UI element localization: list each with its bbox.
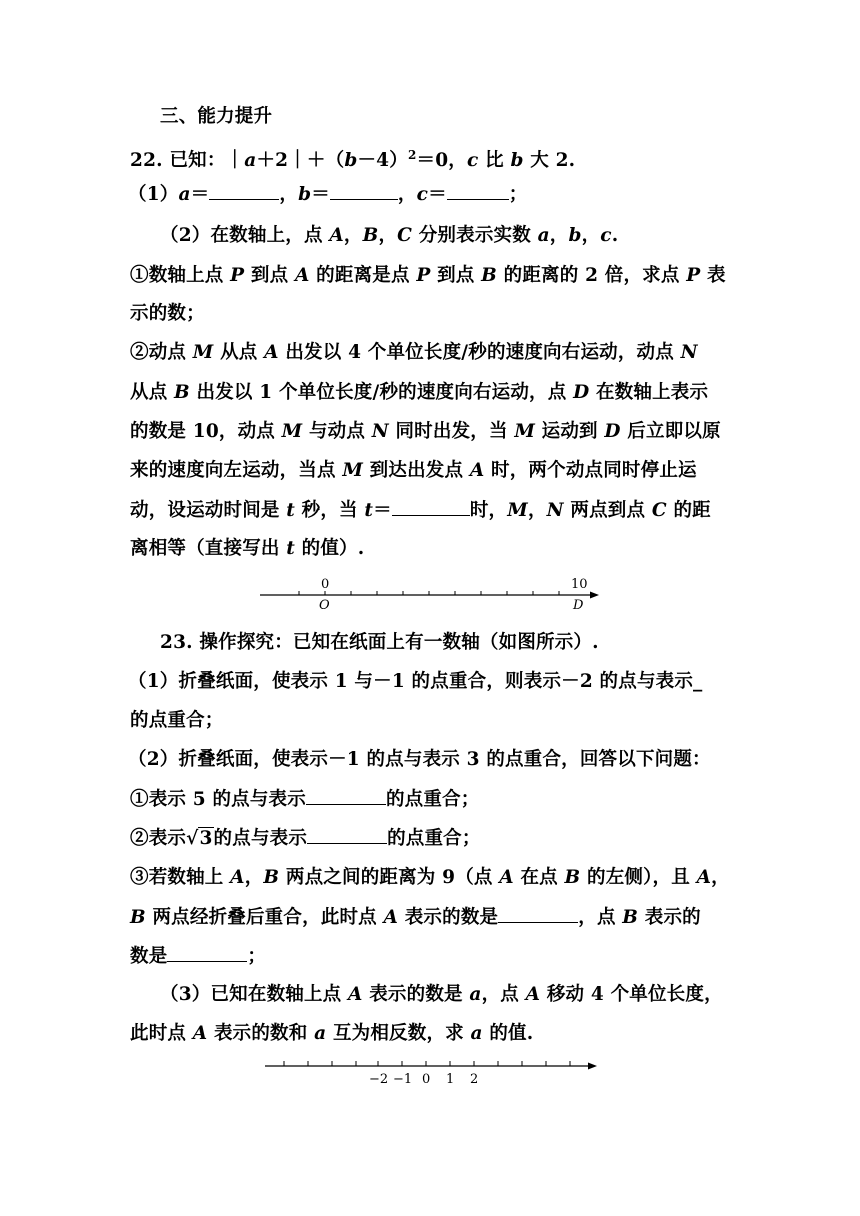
- q23-part3-line1: （3）已知在数轴上点 A 表示的数是 a，点 A 移动 4 个单位长度，: [160, 984, 723, 1005]
- q22-sub1-line1: ①数轴上点 P 到点 A 的距离是点 P 到点 B 的距离的 2 倍，求点 P 表: [130, 265, 726, 286]
- axis-label-0: 0: [422, 1072, 431, 1087]
- q22-sub2-line1: ②动点 M 从点 A 出发以 4 个单位长度/秒的速度向右运动，动点 N: [130, 342, 698, 363]
- q22-number-line: [255, 572, 605, 614]
- q23-part2-sub3-line1: ③若数轴上 A，B 两点之间的距离为 9（点 A 在点 B 的左侧），且 A，: [130, 867, 730, 888]
- q23-part1-line2: 的点重合；: [130, 710, 224, 731]
- q22-sub2-line6: 离相等（直接写出 t 的值）.: [130, 538, 365, 559]
- answer-blank-q23-2[interactable]: [307, 825, 387, 844]
- answer-blank-t[interactable]: [392, 497, 470, 516]
- q23-number-line: [260, 1054, 605, 1088]
- q22-sub2-line5: 动，设运动时间是 t 秒，当 t＝ 时，M，N 两点到点 C 的距: [130, 497, 711, 524]
- answer-blank-a[interactable]: [209, 181, 279, 200]
- q22-sub2-line2: 从点 B 出发以 1 个单位长度/秒的速度向右运动，点 D 在数轴上表示: [130, 382, 709, 403]
- answer-blank-q23-3a[interactable]: [498, 904, 578, 923]
- q23-part1-line1: （1）折叠纸面，使表示 1 与－1 的点重合，则表示－2 的点与表示_: [128, 671, 703, 692]
- axis-label-1: 1: [446, 1072, 455, 1087]
- q23-part2-sub3-line3: 数是 ；: [130, 943, 266, 970]
- axis-point-O: O: [319, 598, 330, 613]
- q23-part3-line2: 此时点 A 表示的数和 a 互为相反数，求 a 的值.: [130, 1023, 534, 1044]
- answer-blank-q23-1[interactable]: [306, 786, 386, 805]
- q23-part2-sub1: ①表示 5 的点与表示 的点重合；: [130, 786, 479, 813]
- answer-blank-c[interactable]: [447, 181, 509, 200]
- q22-part2-intro: （2）在数轴上，点 A，B，C 分别表示实数 a，b，c.: [160, 225, 619, 246]
- axis-label-neg2: −2: [369, 1072, 389, 1087]
- q22-sub1-line2: 示的数；: [130, 303, 205, 324]
- q23-stem: 23. 操作探究：已知在纸面上有一数轴（如图所示）.: [160, 632, 599, 653]
- answer-blank-b[interactable]: [330, 181, 398, 200]
- q23-part2-line1: （2）折叠纸面，使表示－1 的点与表示 3 的点重合，回答以下问题：: [128, 749, 711, 770]
- section-heading: 三、能力提升: [160, 106, 273, 127]
- axis-tick-0: 0: [321, 577, 330, 592]
- sqrt-expression: √3: [186, 828, 213, 849]
- q22-sub2-line4: 来的速度向左运动，当点 M 到达出发点 A 时，两个动点同时停止运: [130, 460, 697, 481]
- axis-point-D: D: [573, 598, 584, 613]
- axis-label-2: 2: [470, 1072, 479, 1087]
- q22-part1: （1）a＝ ，b＝ ，c＝ ；: [128, 181, 528, 208]
- axis-label-neg1: −1: [393, 1072, 413, 1087]
- q23-part2-sub2: ②表示√3的点与表示 的点重合；: [130, 825, 481, 852]
- answer-blank-q23-3b[interactable]: [167, 943, 247, 962]
- q22-sub2-line3: 的数是 10，动点 M 与动点 N 同时出发，当 M 运动到 D 后立即以原: [130, 421, 721, 442]
- axis-tick-10: 10: [571, 577, 588, 592]
- q23-part2-sub3-line2: B 两点经折叠后重合，此时点 A 表示的数是 ，点 B 表示的: [130, 904, 701, 931]
- q22-stem: 22. 已知：$|a+2|+(b-4)^2=0$，c 比 b 大 2.: [130, 148, 576, 172]
